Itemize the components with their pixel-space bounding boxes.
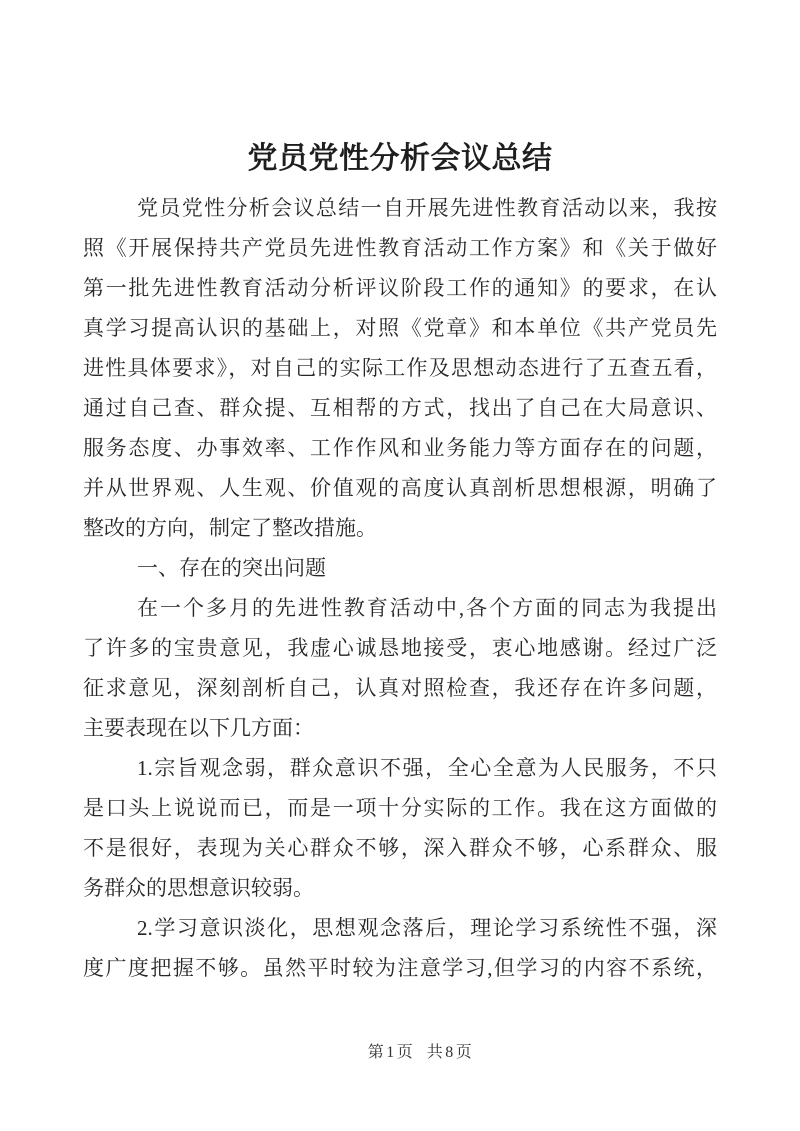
page-number-label: 第1页 共8页	[367, 1044, 475, 1061]
document-title: 党员党性分析会议总结	[247, 142, 553, 175]
section-heading: 一、存在的突出问题	[137, 556, 326, 580]
text-line: 了许多的宝贵意见，我虚心诚恳地接受，衷心地感谢。经过广泛	[83, 636, 717, 660]
text-line: 整改的方向，制定了整改措施。	[83, 516, 377, 540]
text-line: 主要表现在以下几方面：	[83, 716, 314, 740]
page-footer	[0, 1042, 800, 1064]
text-line: 党员党性分析会议总结一自开展先进性教育活动以来，我按	[137, 196, 717, 220]
text-line: 并从世界观、人生观、价值观的高度认真剖析思想根源，明确了	[83, 476, 717, 500]
text-line: 2.学习意识淡化，思想观念落后，理论学习系统性不强，深	[137, 916, 717, 940]
document-body	[83, 188, 717, 988]
text-line: 通过自己查、群众提、互相帮的方式，找出了自己在大局意识、	[83, 396, 717, 420]
text-line: 在一个多月的先进性教育活动中,各个方面的同志为我提出	[137, 596, 717, 620]
text-line: 服务态度、办事效率、工作作风和业务能力等方面存在的问题，	[83, 436, 717, 460]
text-line: 第一批先进性教育活动分析评议阶段工作的通知》的要求，在认	[83, 276, 717, 300]
text-line: 度广度把握不够。虽然平时较为注意学习,但学习的内容不系统，	[83, 956, 717, 980]
text-line: 进性具体要求》，对自己的实际工作及思想动态进行了五查五看，	[83, 356, 717, 380]
text-line: 是口头上说说而已，而是一项十分实际的工作。我在这方面做的	[83, 796, 717, 820]
text-line: 征求意见，深刻剖析自己，认真对照检查，我还存在许多问题，	[83, 676, 717, 700]
text-line: 真学习提高认识的基础上，对照《党章》和本单位《共产党员先	[83, 316, 717, 340]
text-line: 1.宗旨观念弱，群众意识不强，全心全意为人民服务，不只	[137, 756, 717, 780]
text-line: 不是很好，表现为关心群众不够，深入群众不够，心系群众、服	[83, 836, 717, 860]
text-line: 务群众的思想意识较弱。	[83, 876, 314, 900]
text-line: 照《开展保持共产党员先进性教育活动工作方案》和《关于做好	[83, 236, 717, 260]
